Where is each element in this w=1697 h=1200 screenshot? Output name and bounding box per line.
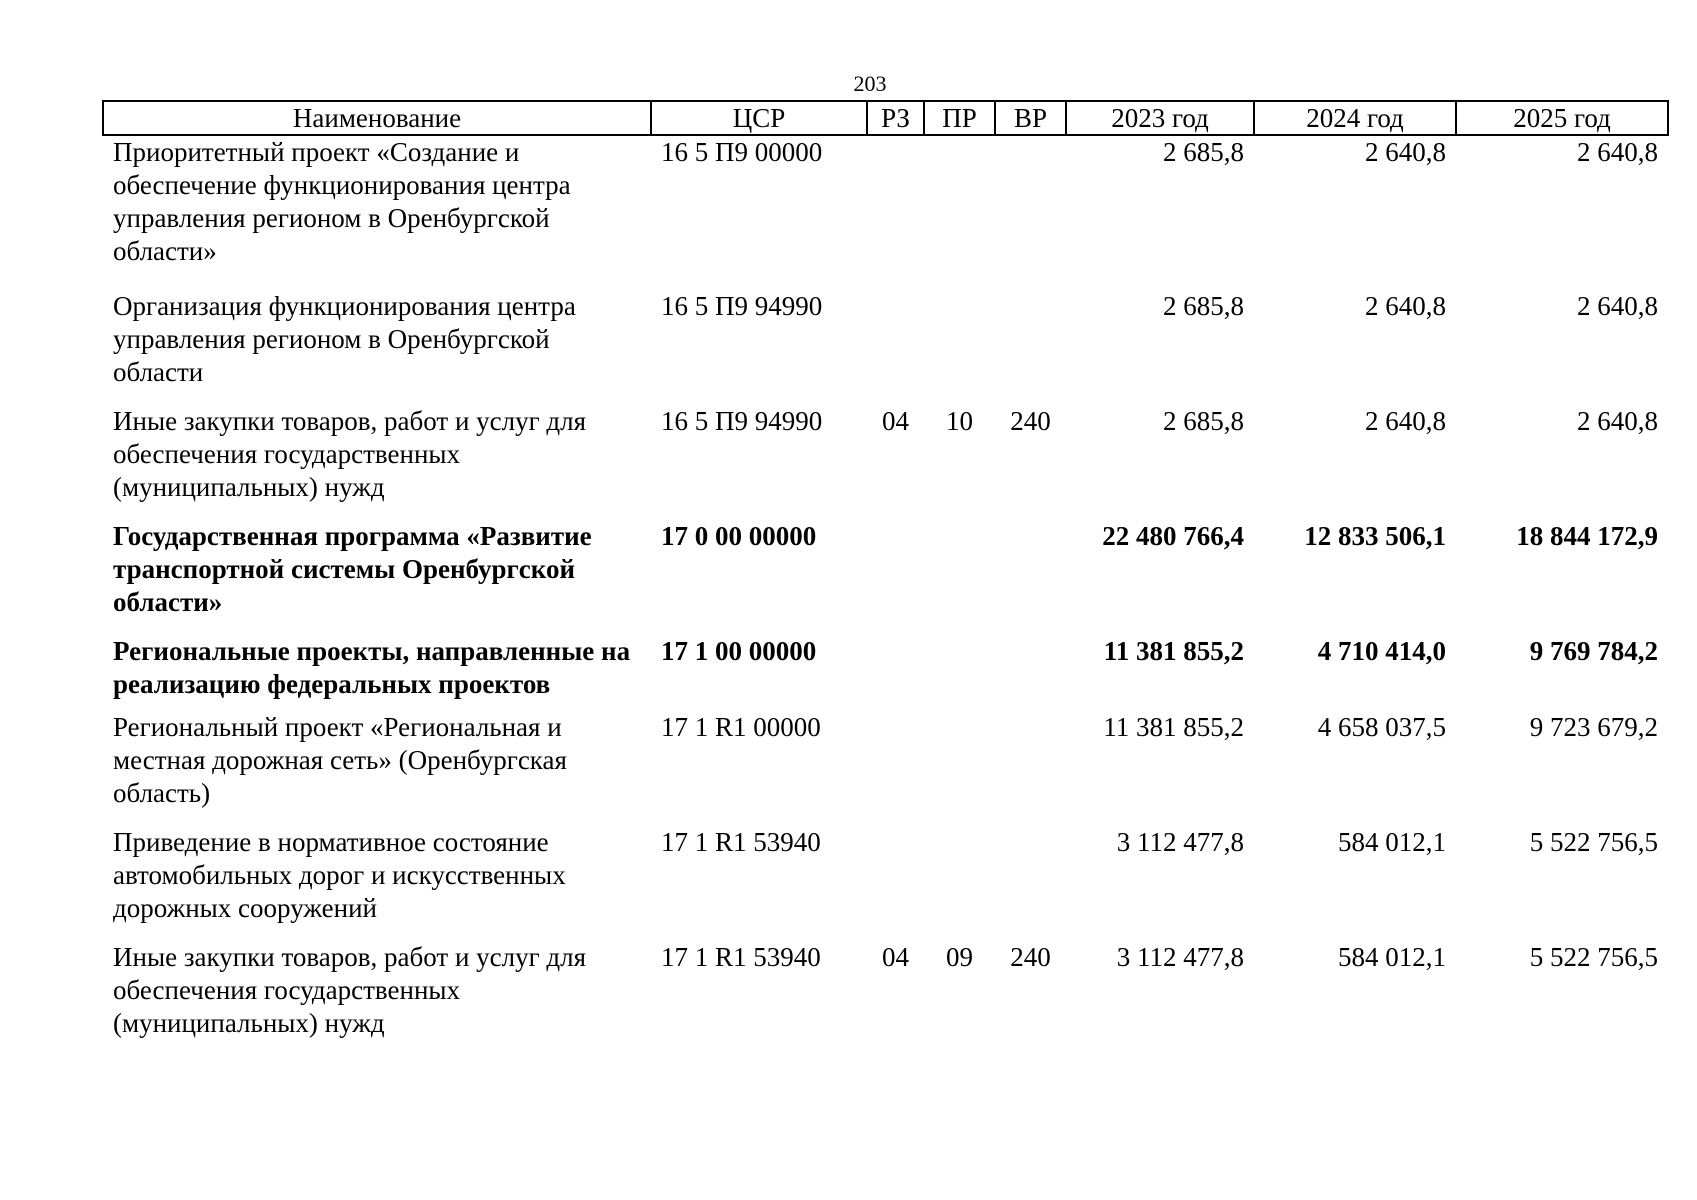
row-rz: 04 (882, 942, 909, 972)
row-2024: 4 658 037,5 (1317, 712, 1446, 742)
row-csr: 17 1 R1 53940 (661, 942, 821, 972)
row-2024: 2 640,8 (1365, 137, 1446, 167)
table-header-row (103, 101, 1668, 135)
row-2024: 4 710 414,0 (1317, 636, 1446, 666)
row-name: Приведение в нормативное состояние автомобильных дорог и искусственных дорожных сооружений (113, 827, 566, 923)
header-2025: 2025 год (1456, 101, 1668, 135)
row-name: Организация функционирования центра управления регионом в Оренбургской области (113, 291, 576, 387)
row-name: Региональные проекты, направленные на реализацию федеральных проектов (113, 636, 631, 699)
table-row (103, 405, 1668, 520)
row-2023: 3 112 477,8 (1116, 942, 1244, 972)
row-vr (995, 635, 1066, 711)
row-csr: 17 1 R1 00000 (661, 712, 821, 742)
row-vr: 240 (1010, 406, 1051, 436)
table-row (103, 290, 1668, 405)
page-number: 203 (853, 71, 887, 96)
row-2024: 12 833 506,1 (1304, 521, 1446, 551)
table-row (103, 520, 1668, 635)
row-csr: 17 0 00 00000 (661, 521, 817, 551)
header-pr: ПР (924, 101, 995, 135)
header-vr: ВР (995, 101, 1066, 135)
table-row (103, 826, 1668, 941)
row-2025: 5 522 756,5 (1529, 827, 1658, 857)
row-vr (995, 711, 1066, 826)
row-name: Иные закупки товаров, работ и услуг для обеспечения государственных (муниципальных) нужд (113, 406, 587, 502)
row-2024: 2 640,8 (1365, 406, 1446, 436)
row-pr (924, 635, 995, 711)
header-rz: РЗ (867, 101, 924, 135)
row-2025: 2 640,8 (1577, 406, 1658, 436)
row-csr: 17 1 00 00000 (661, 636, 817, 666)
row-rz: 04 (882, 406, 909, 436)
row-csr: 16 5 П9 00000 (661, 137, 823, 167)
table-row (103, 711, 1668, 826)
row-2025: 9 723 679,2 (1529, 712, 1658, 742)
row-rz (867, 520, 924, 635)
row-2023: 11 381 855,2 (1103, 712, 1244, 742)
row-vr (995, 826, 1066, 941)
row-2023: 2 685,8 (1163, 291, 1244, 321)
row-pr (924, 826, 995, 941)
row-name: Региональный проект «Региональная и местная дорожная сеть» (Оренбургская область) (113, 712, 567, 808)
row-rz (867, 711, 924, 826)
table-row (103, 635, 1668, 711)
row-2023: 22 480 766,4 (1102, 521, 1244, 551)
header-csr: ЦСР (651, 101, 867, 135)
row-pr: 09 (946, 942, 973, 972)
row-pr (924, 290, 995, 405)
row-rz (867, 826, 924, 941)
row-2024: 584 012,1 (1338, 942, 1446, 972)
row-2023: 2 685,8 (1163, 406, 1244, 436)
header-name: Наименование (103, 101, 651, 135)
row-vr: 240 (1010, 942, 1051, 972)
row-rz (867, 635, 924, 711)
row-name: Приоритетный проект «Создание и обеспечение функционирования центра управления регионом в Оренбургской области» (113, 137, 571, 266)
row-vr (995, 520, 1066, 635)
row-pr (924, 135, 995, 290)
row-rz (867, 135, 924, 290)
row-2025: 2 640,8 (1577, 137, 1658, 167)
row-pr (924, 711, 995, 826)
row-2025: 9 769 784,2 (1529, 636, 1658, 666)
row-csr: 16 5 П9 94990 (661, 406, 823, 436)
row-2025: 2 640,8 (1577, 291, 1658, 321)
table-row (103, 135, 1668, 290)
row-pr (924, 520, 995, 635)
row-2024: 584 012,1 (1338, 827, 1446, 857)
row-csr: 16 5 П9 94990 (661, 291, 823, 321)
row-2023: 2 685,8 (1163, 137, 1244, 167)
header-2023: 2023 год (1066, 101, 1254, 135)
row-2023: 11 381 855,2 (1103, 636, 1244, 666)
row-2025: 5 522 756,5 (1529, 942, 1658, 972)
row-2024: 2 640,8 (1365, 291, 1446, 321)
row-2023: 3 112 477,8 (1116, 827, 1244, 857)
row-rz (867, 290, 924, 405)
header-2024: 2024 год (1254, 101, 1456, 135)
row-csr: 17 1 R1 53940 (661, 827, 821, 857)
row-name: Государственная программа «Развитие транспортной системы Оренбургской области» (113, 521, 592, 617)
budget-table (102, 100, 1669, 1056)
row-name: Иные закупки товаров, работ и услуг для обеспечения государственных (муниципальных) нужд (113, 942, 587, 1038)
table-row (103, 941, 1668, 1056)
row-vr (995, 135, 1066, 290)
row-pr: 10 (946, 406, 973, 436)
row-2025: 18 844 172,9 (1516, 521, 1658, 551)
row-vr (995, 290, 1066, 405)
